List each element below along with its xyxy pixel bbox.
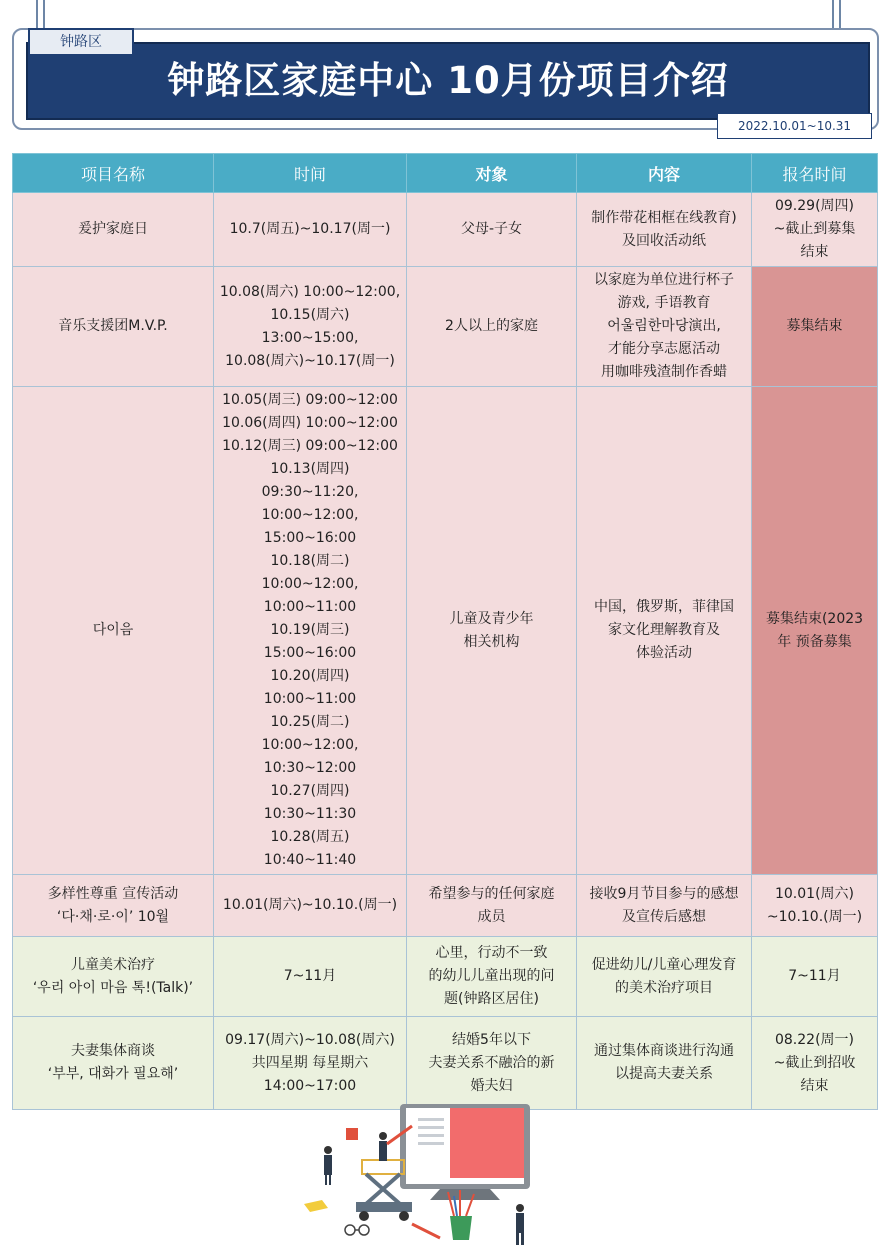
sticky-note-icon [304, 1200, 328, 1212]
table-row [13, 1017, 878, 1110]
cell-time: 10.01(周六)~10.10.(周一) [214, 875, 407, 937]
cell-content: 通过集体商谈进行沟通 以提高夫妻关系 [577, 1017, 752, 1110]
cell-content: 以家庭为单位进行杯子 游戏, 手语教育 어울림한마당演出, 才能分享志愿活动 用咖啡残渣制作香蜡 [577, 267, 752, 387]
scissor-lift-icon [356, 1160, 412, 1221]
cell-name: 夫妻集体商谈 ‘부부, 대화가 필요해’ [13, 1017, 214, 1110]
cell-time: 10.7(周五)~10.17(周一) [214, 193, 407, 267]
cell-time: 7~11月 [214, 937, 407, 1017]
person-figure-icon [324, 1146, 332, 1185]
cell-signup: 募集结束(2023 年 预备募集 [752, 387, 878, 875]
cell-signup: 08.22(周一) ~截止到招收 结束 [752, 1017, 878, 1110]
table-row [13, 937, 878, 1017]
cell-target: 2人以上的家庭 [407, 267, 577, 387]
cell-time: 09.17(周六)~10.08(周六) 共四星期 每星期六 14:00~17:00 [214, 1017, 407, 1110]
cell-content: 接收9月节目参与的感想 及宣传后感想 [577, 875, 752, 937]
program-table [12, 153, 878, 1110]
cell-signup: 募集结束 [752, 267, 878, 387]
cell-target: 结婚5年以下 夫妻关系不融洽的新 婚夫妇 [407, 1017, 577, 1110]
cell-target: 父母-子女 [407, 193, 577, 267]
table-row [13, 193, 878, 267]
table-row [13, 875, 878, 937]
table-row [13, 267, 878, 387]
page-title: 钟路区家庭中心 10月份项目介绍 [167, 59, 729, 102]
cell-time: 10.08(周六) 10:00~12:00, 10.15(周六) 13:00~15:00, 10.08(周六)~10.17(周一) [214, 267, 407, 387]
person-figure-icon [516, 1204, 524, 1245]
glasses-icon [345, 1225, 369, 1235]
cell-content: 促进幼儿/儿童心理发育 的美术治疗项目 [577, 937, 752, 1017]
cell-name: 儿童美术治疗 ‘우리 아이 마음 톡!(Talk)’ [13, 937, 214, 1017]
table-row [13, 387, 878, 875]
table-header-row [13, 154, 878, 193]
col-header-name: 项目名称 [13, 154, 214, 193]
cell-content: 中国，俄罗斯，菲律国 家文化理解教育及 体验活动 [577, 387, 752, 875]
note-icon [346, 1128, 358, 1140]
district-tag: 钟路区 [28, 28, 134, 56]
cell-signup: 7~11月 [752, 937, 878, 1017]
cell-name: 多样性尊重 宣传活动 ‘다·채·로·이’ 10월 [13, 875, 214, 937]
cell-signup: 10.01(周六) ~10.10.(周一) [752, 875, 878, 937]
cell-name: 音乐支援团M.V.P. [13, 267, 214, 387]
cell-target: 儿童及青少年 相关机构 [407, 387, 577, 875]
col-header-signup: 报名时间 [752, 154, 878, 193]
monitor-icon [400, 1104, 530, 1200]
cell-signup: 09.29(周四) ~截止到募集 结束 [752, 193, 878, 267]
col-header-target: 对象 [407, 154, 577, 193]
cell-time: 10.05(周三) 09:00~12:00 10.06(周四) 10:00~12:00 10.12(周三) 09:00~12:00 10.13(周四) 09:30~11:20, 10:00~12:00, 15:00~16:00 10.18(周二) 10:00~12:00, 10:00~11:00 10.19(周三) 15:00~16:00 10.20(周四) 10:00~11:00 10.25(周二) 10:00~12:00, 10:30~12:00 10.27(周四) 10:30~11:30 10.28(周五) 10:40~11:40 [214, 387, 407, 875]
col-header-content: 内容 [577, 154, 752, 193]
col-header-time: 时间 [214, 154, 407, 193]
cell-content: 制作带花相框在线教育) 及回收活动纸 [577, 193, 752, 267]
pen-icon [412, 1224, 440, 1238]
period-tag: 2022.10.01~10.31 [717, 113, 872, 139]
cell-target: 希望参与的任何家庭 成员 [407, 875, 577, 937]
office-illustration [300, 1104, 540, 1254]
cell-name: 다이음 [13, 387, 214, 875]
cell-target: 心里，行动不一致 的幼儿儿童出现的问 题(钟路区居住) [407, 937, 577, 1017]
cell-name: 爰护家庭日 [13, 193, 214, 267]
